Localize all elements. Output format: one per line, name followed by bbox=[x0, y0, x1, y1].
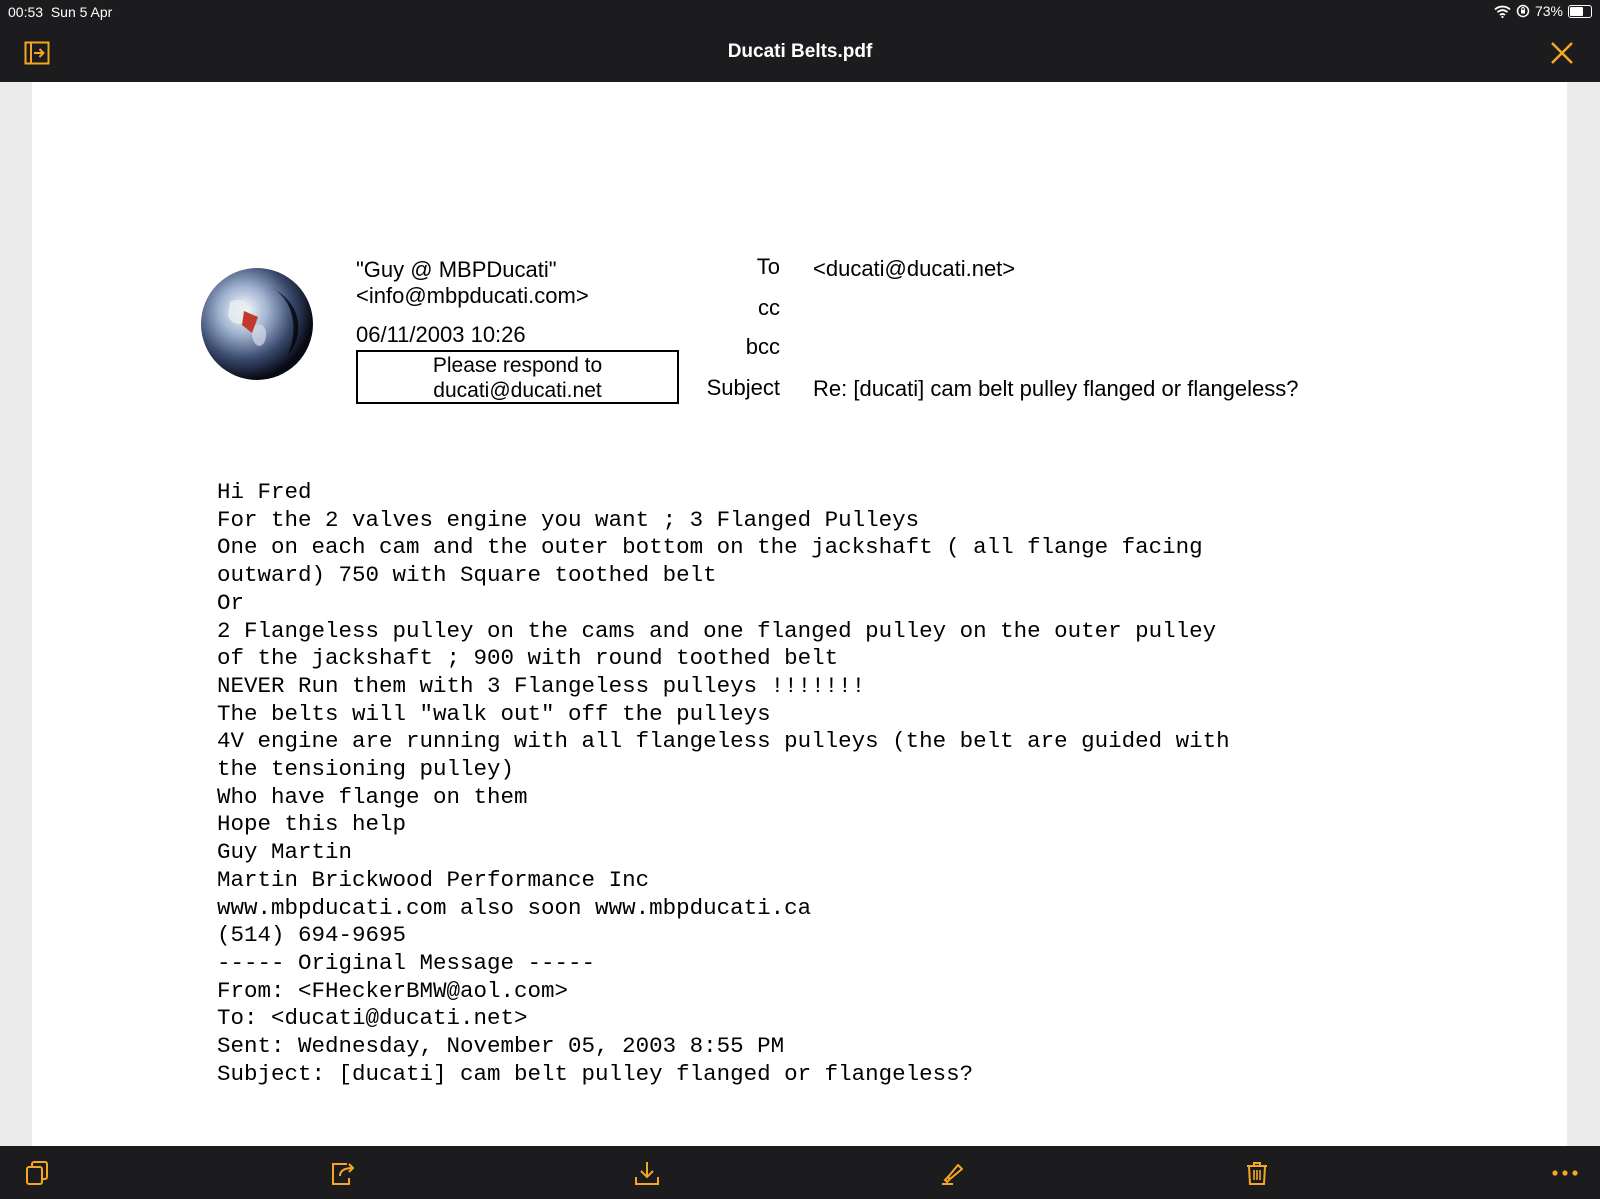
respond-line-2: ducati@ducati.net bbox=[433, 379, 602, 402]
to-label: To bbox=[756, 254, 780, 279]
close-icon bbox=[1550, 41, 1574, 65]
email-body-line: Martin Brickwood Performance Inc bbox=[217, 866, 650, 893]
annotate-icon bbox=[939, 1160, 965, 1186]
email-body-line: the tensioning pulley) bbox=[217, 756, 515, 783]
sender-email: <info@mbpducati.com> bbox=[356, 283, 589, 308]
email-body bbox=[217, 479, 1230, 1088]
respond-line-1: Please respond to bbox=[432, 354, 603, 377]
sender-name: "Guy @ MBPDucati" bbox=[356, 257, 557, 282]
email-body-line: 4V engine are running with all flangeless pulleys (the belt are guided with bbox=[217, 728, 1230, 755]
more-icon bbox=[1551, 1169, 1579, 1177]
wifi-icon bbox=[1494, 5, 1511, 18]
download-icon bbox=[634, 1160, 660, 1186]
email-body-line: To: <ducati@ducati.net> bbox=[217, 1005, 528, 1032]
email-body-line: ----- Original Message ----- bbox=[217, 949, 596, 976]
email-body-line: Sent: Wednesday, November 05, 2003 8:55 PM bbox=[217, 1033, 785, 1060]
email-body-line: outward) 750 with Square toothed belt bbox=[217, 562, 717, 589]
pages-icon bbox=[24, 1160, 50, 1186]
sender-block bbox=[356, 257, 589, 309]
annotate-button[interactable] bbox=[935, 1156, 969, 1190]
bottom-toolbar bbox=[0, 1146, 1600, 1199]
share-icon bbox=[329, 1160, 357, 1186]
status-right bbox=[1494, 3, 1592, 19]
status-date: Sun 5 Apr bbox=[50, 4, 113, 20]
email-body-line: Who have flange on them bbox=[217, 783, 528, 810]
email-body-line: of the jackshaft ; 900 with round toothed belt bbox=[217, 645, 839, 672]
email-body-line: Hi Fred bbox=[217, 479, 312, 505]
to-value: <ducati@ducati.net> bbox=[813, 256, 1016, 281]
email-body-line: From: <FHeckerBMW@aol.com> bbox=[217, 977, 569, 1004]
subject-label: Subject bbox=[706, 375, 780, 400]
share-button[interactable] bbox=[326, 1156, 360, 1190]
trash-icon bbox=[1244, 1160, 1270, 1186]
more-button[interactable] bbox=[1548, 1156, 1582, 1190]
email-body-line: Or bbox=[217, 589, 245, 616]
document-title: Ducati Belts.pdf bbox=[727, 41, 873, 62]
email-body-line: Hope this help bbox=[217, 811, 407, 838]
document-viewer[interactable] bbox=[0, 82, 1600, 1146]
email-body-line: Guy Martin bbox=[217, 839, 353, 866]
delete-button[interactable] bbox=[1240, 1156, 1274, 1190]
email-date: 06/11/2003 10:26 bbox=[356, 322, 526, 347]
battery-percent: 73% bbox=[1534, 3, 1563, 19]
respond-to-box bbox=[356, 350, 679, 404]
email-body-line: NEVER Run them with 3 Flangeless pulleys !!!!!!! bbox=[217, 672, 866, 699]
email-body-line: www.mbpducati.com also soon www.mbpducati.ca bbox=[217, 894, 812, 921]
email-body-line: One on each cam and the outer bottom on the jackshaft ( all flange facing bbox=[217, 534, 1203, 561]
status-time: 00:53 Sun 5 Apr bbox=[8, 4, 113, 20]
battery-icon bbox=[1568, 5, 1592, 18]
email-body-line: Subject: [ducati] cam belt pulley flanged or flangeless? bbox=[217, 1060, 974, 1087]
orientation-lock-icon bbox=[1516, 4, 1530, 18]
pdf-page bbox=[32, 82, 1567, 1146]
status-bar bbox=[0, 0, 1600, 24]
download-button[interactable] bbox=[630, 1156, 664, 1190]
close-button[interactable] bbox=[1545, 36, 1579, 70]
pages-button[interactable] bbox=[20, 1156, 54, 1190]
email-body-line: For the 2 valves engine you want ; 3 Flanged Pulleys bbox=[217, 506, 920, 533]
globe-avatar bbox=[200, 267, 314, 381]
email-body-line: (514) 694-9695 bbox=[217, 922, 407, 949]
subject-value: Re: [ducati] cam belt pulley flanged or flangeless? bbox=[813, 376, 1299, 401]
email-body-line: 2 Flangeless pulley on the cams and one flanged pulley on the outer pulley bbox=[217, 617, 1217, 644]
cc-label: cc bbox=[758, 295, 780, 320]
email-body-line: The belts will "walk out" off the pulleys bbox=[217, 700, 771, 727]
bcc-label: bcc bbox=[745, 334, 780, 359]
nav-bar bbox=[0, 24, 1600, 82]
